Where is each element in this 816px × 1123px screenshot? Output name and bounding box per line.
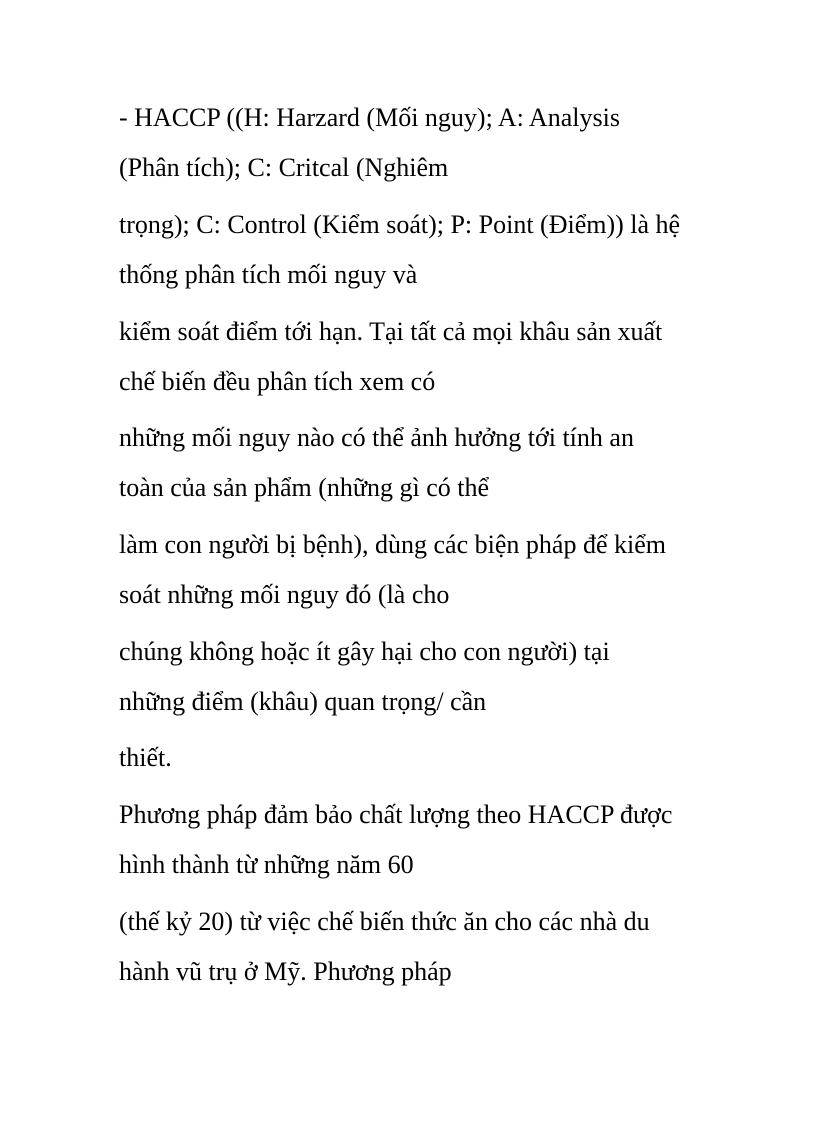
text-line: kiểm soát điểm tới hạn. Tại tất cả mọi khâu sản xuất	[119, 317, 663, 346]
text-line: (Phân tích); C: Critcal (Nghiêm	[119, 153, 449, 182]
text-line: (thế kỷ 20) từ việc chế biến thức ăn cho các nhà du	[119, 907, 650, 936]
text-line: thống phân tích mối nguy và	[119, 260, 418, 289]
text-line: Phương pháp đảm bảo chất lượng theo HACCP được	[119, 800, 673, 829]
text-line: hình thành từ những năm 60	[119, 850, 414, 879]
text-line: những điểm (khâu) quan trọng/ cần	[119, 687, 487, 716]
text-line: chúng không hoặc ít gây hại cho con người) tại	[119, 637, 610, 666]
text-line: - HACCP ((H: Harzard (Mối nguy); A: Analysis	[119, 103, 620, 132]
text-line: thiết.	[119, 743, 172, 772]
text-line: hành vũ trụ ở Mỹ. Phương pháp	[119, 957, 452, 986]
text-line: chế biến đều phân tích xem có	[119, 367, 436, 396]
text-line: soát những mối nguy đó (là cho	[119, 580, 450, 609]
text-line: những mối nguy nào có thể ảnh hưởng tới tính an	[119, 423, 634, 452]
text-line: làm con người bị bệnh), dùng các biện pháp để kiểm	[119, 530, 666, 559]
text-line: trọng); C: Control (Kiểm soát); P: Point (Điểm)) là hệ	[119, 210, 681, 239]
text-line: toàn của sản phẩm (những gì có thể	[119, 473, 490, 502]
